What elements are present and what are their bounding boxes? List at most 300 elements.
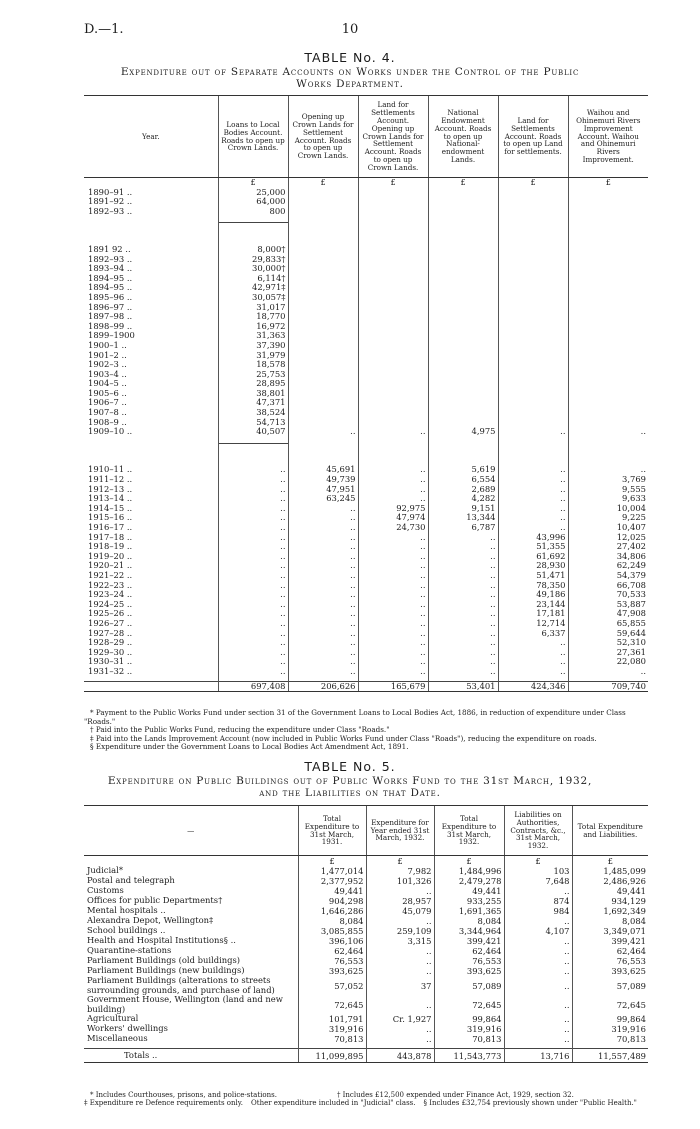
value-cell: .. xyxy=(358,494,428,504)
value-cell xyxy=(568,293,648,303)
value-cell: 31,979 xyxy=(218,351,288,361)
value-cell: 99,864 xyxy=(434,1014,504,1024)
value-cell: .. xyxy=(568,427,648,437)
value-cell: 1,477,014 xyxy=(298,866,366,876)
year-cell: 1930–31 .. xyxy=(88,657,133,667)
value-cell: 27,361 xyxy=(568,648,648,658)
value-cell: 2,377,952 xyxy=(298,876,366,886)
empty-cell xyxy=(498,223,568,233)
value-cell: 62,464 xyxy=(298,946,366,956)
value-cell: 1,692,349 xyxy=(572,906,648,916)
value-cell xyxy=(498,370,568,380)
value-cell: .. xyxy=(218,581,288,591)
value-cell xyxy=(568,207,648,217)
value-cell: 22,080 xyxy=(568,657,648,667)
value-cell: 28,957 xyxy=(366,896,434,906)
value-cell: 28,895 xyxy=(218,379,288,389)
table-row xyxy=(84,370,648,380)
value-cell: 101,791 xyxy=(298,1014,366,1024)
value-cell: 4,107 xyxy=(504,926,572,936)
value-cell: .. xyxy=(498,465,568,475)
value-cell: 7,648 xyxy=(504,876,572,886)
item-name-cell: Postal and telegraph xyxy=(87,876,175,886)
value-cell: 38,801 xyxy=(218,389,288,399)
item-name-cell: Miscellaneous xyxy=(87,1034,148,1044)
value-cell: .. xyxy=(358,571,428,581)
table-row xyxy=(84,966,648,976)
value-cell: .. xyxy=(366,886,434,896)
value-cell: 393,625 xyxy=(434,966,504,976)
page-header xyxy=(0,22,700,38)
table-row xyxy=(84,494,648,504)
year-cell: 1895–96 .. xyxy=(88,292,133,302)
value-cell: 319,916 xyxy=(434,1024,504,1034)
value-cell xyxy=(568,370,648,380)
value-cell: 49,441 xyxy=(298,886,366,896)
empty-cell xyxy=(288,443,358,453)
table-row xyxy=(84,485,648,495)
table-row xyxy=(84,379,648,389)
year-cell: 1918–19 .. xyxy=(88,542,133,552)
value-cell: .. xyxy=(288,629,358,639)
year-cell: 1922–23 .. xyxy=(88,580,133,590)
value-cell: .. xyxy=(366,916,434,926)
value-cell xyxy=(288,312,358,322)
table-row xyxy=(84,600,648,610)
table-row xyxy=(84,956,648,966)
value-cell xyxy=(498,283,568,293)
value-cell: .. xyxy=(428,657,498,667)
value-cell: .. xyxy=(358,542,428,552)
value-cell: 8,000† xyxy=(218,245,288,255)
value-cell xyxy=(428,303,498,313)
value-cell: .. xyxy=(366,966,434,976)
value-cell xyxy=(288,351,358,361)
value-cell: 51,471 xyxy=(498,571,568,581)
footnote: * Payment to the Public Works Fund under section 31 of the Government Loans to Local Bodies Act, 1886, in reduction of expenditure under Class "Roads." xyxy=(84,708,626,726)
value-cell: 76,553 xyxy=(298,956,366,966)
value-cell: 399,421 xyxy=(434,936,504,946)
value-cell xyxy=(568,360,648,370)
value-cell xyxy=(568,274,648,284)
table-row xyxy=(84,886,648,896)
footnote: ‡ Paid into the Lands Improvement Account (now included in Public Works Fund under Class "Roads"), reducing the expenditure on roads. xyxy=(90,733,597,743)
value-cell xyxy=(498,207,568,217)
value-cell xyxy=(568,312,648,322)
table5 xyxy=(84,805,648,1063)
value-cell: 3,349,071 xyxy=(572,926,648,936)
value-cell: 61,692 xyxy=(498,552,568,562)
year-cell: 1919–20 .. xyxy=(88,551,133,561)
value-cell: .. xyxy=(498,648,568,658)
value-cell: 16,972 xyxy=(218,322,288,332)
value-cell xyxy=(428,312,498,322)
value-cell: .. xyxy=(218,513,288,523)
value-cell xyxy=(498,312,568,322)
table-row xyxy=(84,552,648,562)
year-cell: 1894–95 .. xyxy=(88,273,133,283)
value-cell xyxy=(568,341,648,351)
value-cell: .. xyxy=(218,648,288,658)
year-cell: 1911–12 .. xyxy=(88,475,133,485)
subtotal-row xyxy=(84,223,648,233)
value-cell: 800 xyxy=(218,207,288,217)
value-cell: 29,833† xyxy=(218,255,288,265)
value-cell: .. xyxy=(568,667,648,677)
value-cell xyxy=(358,408,428,418)
units-row xyxy=(84,178,648,188)
value-cell: .. xyxy=(428,609,498,619)
year-cell: 1909–10 .. xyxy=(88,427,133,437)
subtotal-cell xyxy=(218,443,288,453)
table4 xyxy=(84,95,648,692)
value-cell xyxy=(358,312,428,322)
value-cell xyxy=(288,408,358,418)
value-cell xyxy=(428,331,498,341)
value-cell: 18,578 xyxy=(218,360,288,370)
empty-cell xyxy=(218,233,288,245)
value-cell: £ xyxy=(572,856,648,867)
year-cell: 1906–7 .. xyxy=(88,398,127,408)
year-cell: 1921–22 .. xyxy=(88,570,133,580)
value-cell: 934,129 xyxy=(572,896,648,906)
value-cell: 4,282 xyxy=(428,494,498,504)
value-cell xyxy=(428,389,498,399)
table-row xyxy=(84,629,648,639)
year-cell: 1899–1900 xyxy=(88,331,135,341)
value-cell: 42,971‡ xyxy=(218,283,288,293)
year-cell: 1920–21 .. xyxy=(88,561,133,571)
value-cell xyxy=(288,188,358,198)
value-cell: 31,017 xyxy=(218,303,288,313)
value-cell xyxy=(428,341,498,351)
item-name-cell: School buildings .. xyxy=(87,926,166,936)
value-cell: .. xyxy=(358,648,428,658)
value-cell: .. xyxy=(218,638,288,648)
table-row xyxy=(84,207,648,217)
table5-header-cell: Expenditure for Year ended 31st March, 1932. xyxy=(366,806,434,856)
value-cell: .. xyxy=(288,533,358,543)
value-cell: 9,555 xyxy=(568,485,648,495)
table4-header-cell: Land for Settlements Account. Opening up Crown Lands for Settlement Account. Roads to open up Crown Lands. xyxy=(358,96,428,178)
document-reference: D.—1. xyxy=(84,22,124,37)
value-cell: 319,916 xyxy=(572,1024,648,1034)
table-row xyxy=(84,418,648,428)
value-cell: .. xyxy=(498,494,568,504)
table4-header-cell: Opening up Crown Lands for Settlement Account. Roads to open up Crown Lands. xyxy=(288,96,358,178)
value-cell: 11,543,773 xyxy=(434,1049,504,1063)
empty-cell xyxy=(84,223,218,233)
value-cell: .. xyxy=(428,590,498,600)
table-row xyxy=(84,571,648,581)
value-cell: 52,310 xyxy=(568,638,648,648)
value-cell: .. xyxy=(288,561,358,571)
value-cell: 933,255 xyxy=(434,896,504,906)
value-cell xyxy=(358,398,428,408)
value-cell: £ xyxy=(504,856,572,867)
value-cell xyxy=(358,303,428,313)
value-cell xyxy=(568,255,648,265)
table-row xyxy=(84,341,648,351)
year-cell: 1900–1 .. xyxy=(88,340,127,350)
item-name-cell: Customs xyxy=(87,886,124,896)
value-cell: .. xyxy=(428,552,498,562)
value-cell xyxy=(498,293,568,303)
value-cell: .. xyxy=(218,475,288,485)
value-cell: .. xyxy=(218,600,288,610)
table5-header-cell: Total Expenditure and Liabilities. xyxy=(572,806,648,856)
year-cell xyxy=(84,681,218,692)
value-cell xyxy=(568,322,648,332)
value-cell: .. xyxy=(288,600,358,610)
value-cell: 8,084 xyxy=(434,916,504,926)
value-cell: .. xyxy=(358,600,428,610)
empty-cell xyxy=(428,443,498,453)
value-cell: 1,484,996 xyxy=(434,866,504,876)
value-cell: .. xyxy=(504,956,572,966)
value-cell xyxy=(428,274,498,284)
value-cell: 2,689 xyxy=(428,485,498,495)
value-cell: .. xyxy=(218,561,288,571)
value-cell xyxy=(568,197,648,207)
value-cell: 66,708 xyxy=(568,581,648,591)
value-cell: 13,344 xyxy=(428,513,498,523)
value-cell: 8,084 xyxy=(298,916,366,926)
year-cell: 1897–98 .. xyxy=(88,312,133,322)
value-cell: .. xyxy=(504,1034,572,1044)
year-cell: 1916–17 .. xyxy=(88,523,133,532)
table4-subtitle-line2: Works Department. xyxy=(296,78,404,90)
year-cell: 1923–24 .. xyxy=(88,590,133,600)
value-cell: 984 xyxy=(504,906,572,916)
value-cell xyxy=(288,274,358,284)
value-cell: .. xyxy=(288,590,358,600)
value-cell: .. xyxy=(428,629,498,639)
table-row xyxy=(84,283,648,293)
value-cell: £ xyxy=(428,178,498,188)
item-name-cell: Health and Hospital Institutions§ .. xyxy=(87,936,236,946)
value-cell: 43,996 xyxy=(498,533,568,543)
value-cell: 28,930 xyxy=(498,561,568,571)
value-cell xyxy=(498,351,568,361)
value-cell xyxy=(358,197,428,207)
value-cell: 30,057‡ xyxy=(218,293,288,303)
value-cell: 424,346 xyxy=(498,681,568,692)
table-row xyxy=(84,504,648,514)
value-cell: 70,533 xyxy=(568,590,648,600)
value-cell xyxy=(568,303,648,313)
value-cell: Cr. 1,927 xyxy=(366,1014,434,1024)
value-cell: .. xyxy=(366,956,434,966)
value-cell: .. xyxy=(218,485,288,495)
year-cell: 1912–13 .. xyxy=(88,484,133,494)
year-cell: 1908–9 .. xyxy=(88,417,127,427)
table-row xyxy=(84,533,648,543)
value-cell: 13,716 xyxy=(504,1049,572,1063)
table-row xyxy=(84,896,648,906)
value-cell: 72,645 xyxy=(298,995,366,1014)
value-cell: £ xyxy=(288,178,358,188)
value-cell xyxy=(358,360,428,370)
footnote: ‡ Expenditure re Defence requirements only. xyxy=(84,1099,244,1108)
value-cell: 37,390 xyxy=(218,341,288,351)
value-cell xyxy=(498,245,568,255)
year-cell: 1896–97 .. xyxy=(88,302,133,312)
value-cell: 11,557,489 xyxy=(572,1049,648,1063)
table4-header-cell: Waihou and Ohinemuri Rivers Improvement Account. Waihou and Ohinemuri Rivers Improvement. xyxy=(568,96,648,178)
empty-cell xyxy=(498,453,568,465)
value-cell: 206,626 xyxy=(288,681,358,692)
empty-cell xyxy=(568,453,648,465)
value-cell: .. xyxy=(504,916,572,926)
table4-subtitle-line1: Expenditure out of Separate Accounts on Works under the Control of the Public xyxy=(120,66,580,78)
table-row xyxy=(84,303,648,313)
value-cell: 9,633 xyxy=(568,494,648,504)
year-cell: 1925–26 .. xyxy=(88,609,133,619)
value-cell: .. xyxy=(504,966,572,976)
value-cell: .. xyxy=(498,513,568,523)
table-row xyxy=(84,1014,648,1024)
value-cell: 4,975 xyxy=(428,427,498,437)
value-cell: 1,646,286 xyxy=(298,906,366,916)
value-cell: .. xyxy=(358,590,428,600)
table-row xyxy=(84,1034,648,1044)
value-cell: .. xyxy=(358,427,428,437)
value-cell: .. xyxy=(358,475,428,485)
value-cell xyxy=(288,398,358,408)
value-cell: 709,740 xyxy=(568,681,648,692)
value-cell: .. xyxy=(428,648,498,658)
table-row xyxy=(84,1024,648,1034)
table-row xyxy=(84,876,648,886)
value-cell: 101,326 xyxy=(366,876,434,886)
table-row xyxy=(84,657,648,667)
value-cell: 399,421 xyxy=(572,936,648,946)
value-cell: .. xyxy=(288,513,358,523)
value-cell: .. xyxy=(498,638,568,648)
value-cell: 62,249 xyxy=(568,561,648,571)
year-cell: 1907–8 .. xyxy=(88,408,127,418)
table4-footnotes xyxy=(84,709,644,752)
value-cell: .. xyxy=(428,638,498,648)
table-row xyxy=(84,638,648,648)
footnote-line xyxy=(84,1091,644,1099)
empty-cell xyxy=(358,223,428,233)
value-cell: 49,186 xyxy=(498,590,568,600)
table5-header-cell: — xyxy=(84,806,298,856)
value-cell xyxy=(358,188,428,198)
item-name-cell: Agricultural xyxy=(87,1014,139,1024)
empty-cell xyxy=(568,223,648,233)
value-cell xyxy=(568,379,648,389)
table-row xyxy=(84,293,648,303)
value-cell: .. xyxy=(498,427,568,437)
value-cell: 45,079 xyxy=(366,906,434,916)
value-cell xyxy=(568,283,648,293)
value-cell xyxy=(498,341,568,351)
value-cell: 25,000 xyxy=(218,188,288,198)
table5-header-cell: Total Expenditure to 31st March, 1932. xyxy=(434,806,504,856)
table-row xyxy=(84,331,648,341)
value-cell: 57,089 xyxy=(434,976,504,995)
value-cell: 5,619 xyxy=(428,465,498,475)
value-cell: 31,363 xyxy=(218,331,288,341)
value-cell xyxy=(428,408,498,418)
value-cell: 12,025 xyxy=(568,533,648,543)
page-number: 10 xyxy=(341,22,359,37)
empty-cell xyxy=(218,453,288,465)
value-cell: 1,485,099 xyxy=(572,866,648,876)
year-cell: 1928–29 .. xyxy=(88,638,133,648)
value-cell xyxy=(498,255,568,265)
value-cell: .. xyxy=(366,946,434,956)
value-cell: .. xyxy=(218,533,288,543)
value-cell: .. xyxy=(288,542,358,552)
table4-title: TABLE No. 4. xyxy=(304,50,396,65)
value-cell: 23,144 xyxy=(498,600,568,610)
item-name-cell: Totals .. xyxy=(84,1049,298,1063)
value-cell xyxy=(288,331,358,341)
table-row xyxy=(84,619,648,629)
table-row xyxy=(84,360,648,370)
value-cell: .. xyxy=(288,581,358,591)
value-cell xyxy=(358,370,428,380)
value-cell: .. xyxy=(218,590,288,600)
table-row xyxy=(84,264,648,274)
value-cell xyxy=(428,351,498,361)
subtotal-cell xyxy=(218,223,288,233)
value-cell: 51,355 xyxy=(498,542,568,552)
value-cell: 40,507 xyxy=(218,427,288,437)
empty-cell xyxy=(288,453,358,465)
value-cell: .. xyxy=(428,619,498,629)
value-cell: 70,813 xyxy=(572,1034,648,1044)
value-cell: 6,114† xyxy=(218,274,288,284)
table-row xyxy=(84,245,648,255)
value-cell xyxy=(358,322,428,332)
value-cell: .. xyxy=(218,619,288,629)
value-cell xyxy=(498,197,568,207)
value-cell xyxy=(428,370,498,380)
value-cell xyxy=(498,188,568,198)
value-cell xyxy=(288,245,358,255)
table5-header-cell: Liabilities on Authorities, Contracts, &c., 31st March, 1932. xyxy=(504,806,572,856)
value-cell: .. xyxy=(358,619,428,629)
value-cell: .. xyxy=(218,523,288,533)
value-cell: 65,855 xyxy=(568,619,648,629)
value-cell xyxy=(288,379,358,389)
value-cell: .. xyxy=(288,638,358,648)
value-cell xyxy=(568,264,648,274)
value-cell: .. xyxy=(428,542,498,552)
value-cell: 53,887 xyxy=(568,600,648,610)
value-cell xyxy=(428,283,498,293)
value-cell: 6,787 xyxy=(428,523,498,533)
value-cell: 17,181 xyxy=(498,609,568,619)
empty-cell xyxy=(288,223,358,233)
value-cell: 2,486,926 xyxy=(572,876,648,886)
footnote: † Includes £12,500 expended under Finance Act, 1929, section 32. xyxy=(336,1091,574,1099)
value-cell xyxy=(428,264,498,274)
spacer-row xyxy=(84,453,648,465)
value-cell: .. xyxy=(504,936,572,946)
value-cell xyxy=(498,360,568,370)
value-cell: 47,908 xyxy=(568,609,648,619)
value-cell: .. xyxy=(504,995,572,1014)
value-cell xyxy=(428,293,498,303)
value-cell: .. xyxy=(366,995,434,1014)
year-cell: 1898–99 .. xyxy=(88,321,133,331)
